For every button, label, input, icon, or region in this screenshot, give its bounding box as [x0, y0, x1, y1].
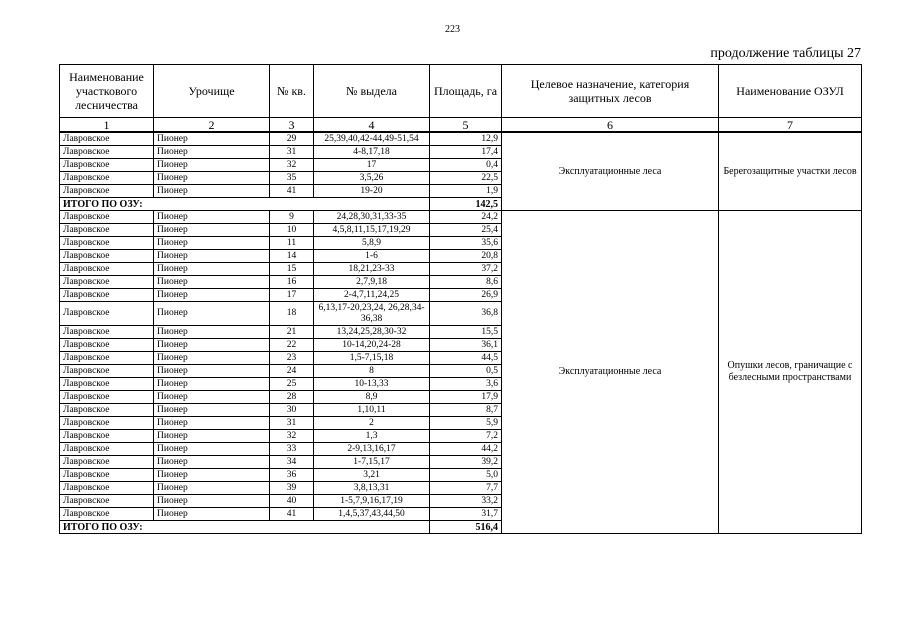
allotment-cell: 1-6 — [314, 250, 430, 263]
forestry-cell: Лавровское — [60, 469, 154, 482]
tract-cell: Пионер — [154, 289, 270, 302]
allotment-cell: 1,4,5,37,43,44,50 — [314, 508, 430, 521]
allotment-cell: 2-9,13,16,17 — [314, 443, 430, 456]
quarter-cell: 34 — [270, 456, 314, 469]
quarter-cell: 35 — [270, 172, 314, 185]
forestry-cell: Лавровское — [60, 132, 154, 146]
quarter-cell: 24 — [270, 365, 314, 378]
forestry-cell: Лавровское — [60, 172, 154, 185]
forestry-cell: Лавровское — [60, 482, 154, 495]
tract-cell: Пионер — [154, 237, 270, 250]
quarter-cell: 17 — [270, 289, 314, 302]
allotment-cell: 24,28,30,31,33-35 — [314, 211, 430, 224]
forestry-cell: Лавровское — [60, 443, 154, 456]
table-row — [60, 211, 862, 224]
tract-cell: Пионер — [154, 326, 270, 339]
area-cell: 36,1 — [430, 339, 502, 352]
area-cell: 7,2 — [430, 430, 502, 443]
page-number: 223 — [445, 24, 460, 35]
quarter-cell: 10 — [270, 224, 314, 237]
tract-cell: Пионер — [154, 302, 270, 326]
quarter-cell: 41 — [270, 508, 314, 521]
quarter-cell: 39 — [270, 482, 314, 495]
allotment-cell: 1,5-7,15,18 — [314, 352, 430, 365]
tract-cell: Пионер — [154, 250, 270, 263]
allotment-cell: 3,8,13,31 — [314, 482, 430, 495]
allotment-cell: 13,24,25,28,30-32 — [314, 326, 430, 339]
area-cell: 37,2 — [430, 263, 502, 276]
area-cell: 17,9 — [430, 391, 502, 404]
forestry-cell: Лавровское — [60, 365, 154, 378]
allotment-cell: 3,5,26 — [314, 172, 430, 185]
allotment-cell: 10-14,20,24-28 — [314, 339, 430, 352]
tract-cell: Пионер — [154, 146, 270, 159]
tract-cell: Пионер — [154, 443, 270, 456]
col-number: 3 — [270, 118, 314, 133]
quarter-cell: 14 — [270, 250, 314, 263]
allotment-cell: 8 — [314, 365, 430, 378]
forestry-cell: Лавровское — [60, 417, 154, 430]
header-quarter: № кв. — [270, 65, 314, 118]
tract-cell: Пионер — [154, 365, 270, 378]
header-tract: Урочище — [154, 65, 270, 118]
area-cell: 35,6 — [430, 237, 502, 250]
forestry-cell: Лавровское — [60, 378, 154, 391]
allotment-cell: 4-8,17,18 — [314, 146, 430, 159]
purpose-cell: Эксплуатационные леса — [502, 132, 719, 211]
area-cell: 0,4 — [430, 159, 502, 172]
table-body — [60, 132, 862, 534]
header-ozul: Наименование ОЗУЛ — [719, 65, 862, 118]
area-cell: 8,6 — [430, 276, 502, 289]
quarter-cell: 29 — [270, 132, 314, 146]
total-value: 516,4 — [430, 521, 502, 534]
tract-cell: Пионер — [154, 263, 270, 276]
quarter-cell: 30 — [270, 404, 314, 417]
quarter-cell: 40 — [270, 495, 314, 508]
tract-cell: Пионер — [154, 132, 270, 146]
forestry-cell: Лавровское — [60, 508, 154, 521]
tract-cell: Пионер — [154, 495, 270, 508]
forestry-cell: Лавровское — [60, 391, 154, 404]
allotment-cell: 5,8,9 — [314, 237, 430, 250]
allotment-cell: 1-5,7,9,16,17,19 — [314, 495, 430, 508]
area-cell: 44,5 — [430, 352, 502, 365]
col-number: 5 — [430, 118, 502, 133]
ozul-cell: Опушки лесов, граничащие с безлесными пространствами — [719, 211, 862, 534]
tract-cell: Пионер — [154, 430, 270, 443]
area-cell: 15,5 — [430, 326, 502, 339]
forestry-cell: Лавровское — [60, 495, 154, 508]
allotment-cell: 2-4,7,11,24,25 — [314, 289, 430, 302]
forestry-cell: Лавровское — [60, 211, 154, 224]
total-label: ИТОГО ПО ОЗУ: — [60, 521, 430, 534]
allotment-cell: 3,21 — [314, 469, 430, 482]
area-cell: 26,9 — [430, 289, 502, 302]
column-number-row — [60, 118, 862, 133]
total-label: ИТОГО ПО ОЗУ: — [60, 198, 430, 211]
quarter-cell: 25 — [270, 378, 314, 391]
forestry-cell: Лавровское — [60, 430, 154, 443]
purpose-cell: Эксплуатационные леса — [502, 211, 719, 534]
tract-cell: Пионер — [154, 456, 270, 469]
allotment-cell: 10-13,33 — [314, 378, 430, 391]
quarter-cell: 31 — [270, 417, 314, 430]
quarter-cell: 33 — [270, 443, 314, 456]
allotment-cell: 1-7,15,17 — [314, 456, 430, 469]
forestry-cell: Лавровское — [60, 352, 154, 365]
forestry-cell: Лавровское — [60, 263, 154, 276]
tract-cell: Пионер — [154, 159, 270, 172]
forestry-cell: Лавровское — [60, 276, 154, 289]
area-cell: 7,7 — [430, 482, 502, 495]
area-cell: 24,2 — [430, 211, 502, 224]
tract-cell: Пионер — [154, 391, 270, 404]
area-cell: 5,9 — [430, 417, 502, 430]
header-purpose: Целевое назначение, категория защитных лесов — [502, 65, 719, 118]
tract-cell: Пионер — [154, 224, 270, 237]
tract-cell: Пионер — [154, 404, 270, 417]
quarter-cell: 41 — [270, 185, 314, 198]
quarter-cell: 18 — [270, 302, 314, 326]
forestry-cell: Лавровское — [60, 224, 154, 237]
allotment-cell: 6,13,17-20,23,24, 26,28,34-36,38 — [314, 302, 430, 326]
quarter-cell: 36 — [270, 469, 314, 482]
area-cell: 8,7 — [430, 404, 502, 417]
quarter-cell: 11 — [270, 237, 314, 250]
quarter-cell: 9 — [270, 211, 314, 224]
quarter-cell: 22 — [270, 339, 314, 352]
quarter-cell: 31 — [270, 146, 314, 159]
quarter-cell: 15 — [270, 263, 314, 276]
area-cell: 33,2 — [430, 495, 502, 508]
allotment-cell: 17 — [314, 159, 430, 172]
forestry-cell: Лавровское — [60, 404, 154, 417]
area-cell: 3,6 — [430, 378, 502, 391]
header-forestry: Наименование участкового лесничества — [60, 65, 154, 118]
forestry-cell: Лавровское — [60, 339, 154, 352]
area-cell: 44,2 — [430, 443, 502, 456]
table-row — [60, 132, 862, 146]
col-number: 2 — [154, 118, 270, 133]
allotment-cell: 1,10,11 — [314, 404, 430, 417]
tract-cell: Пионер — [154, 211, 270, 224]
quarter-cell: 16 — [270, 276, 314, 289]
area-cell: 25,4 — [430, 224, 502, 237]
forestry-cell: Лавровское — [60, 159, 154, 172]
area-cell: 17,4 — [430, 146, 502, 159]
header-row — [60, 65, 862, 118]
forestry-cell: Лавровское — [60, 146, 154, 159]
allotment-cell: 25,39,40,42-44,49-51,54 — [314, 132, 430, 146]
quarter-cell: 32 — [270, 159, 314, 172]
allotment-cell: 4,5,8,11,15,17,19,29 — [314, 224, 430, 237]
quarter-cell: 21 — [270, 326, 314, 339]
ozul-cell: Берегозащитные участки лесов — [719, 132, 862, 211]
area-cell: 36,8 — [430, 302, 502, 326]
col-number: 1 — [60, 118, 154, 133]
tract-cell: Пионер — [154, 185, 270, 198]
forestry-cell: Лавровское — [60, 302, 154, 326]
area-cell: 0,5 — [430, 365, 502, 378]
quarter-cell: 28 — [270, 391, 314, 404]
allotment-cell: 19-20 — [314, 185, 430, 198]
forestry-cell: Лавровское — [60, 250, 154, 263]
area-cell: 31,7 — [430, 508, 502, 521]
area-cell: 1,9 — [430, 185, 502, 198]
forestry-cell: Лавровское — [60, 289, 154, 302]
header-allotment: № выдела — [314, 65, 430, 118]
forestry-cell: Лавровское — [60, 185, 154, 198]
forest-table — [59, 64, 862, 534]
col-number: 4 — [314, 118, 430, 133]
forestry-cell: Лавровское — [60, 456, 154, 469]
area-cell: 20,8 — [430, 250, 502, 263]
allotment-cell: 1,3 — [314, 430, 430, 443]
tract-cell: Пионер — [154, 482, 270, 495]
quarter-cell: 23 — [270, 352, 314, 365]
tract-cell: Пионер — [154, 352, 270, 365]
allotment-cell: 2,7,9,18 — [314, 276, 430, 289]
quarter-cell: 32 — [270, 430, 314, 443]
forestry-cell: Лавровское — [60, 237, 154, 250]
tract-cell: Пионер — [154, 417, 270, 430]
allotment-cell: 8,9 — [314, 391, 430, 404]
forestry-cell: Лавровское — [60, 326, 154, 339]
col-number: 7 — [719, 118, 862, 133]
tract-cell: Пионер — [154, 469, 270, 482]
col-number: 6 — [502, 118, 719, 133]
area-cell: 5,0 — [430, 469, 502, 482]
area-cell: 22,5 — [430, 172, 502, 185]
header-area: Площадь, га — [430, 65, 502, 118]
tract-cell: Пионер — [154, 508, 270, 521]
tract-cell: Пионер — [154, 378, 270, 391]
allotment-cell: 18,21,23-33 — [314, 263, 430, 276]
total-value: 142,5 — [430, 198, 502, 211]
tract-cell: Пионер — [154, 172, 270, 185]
area-cell: 39,2 — [430, 456, 502, 469]
area-cell: 12,9 — [430, 132, 502, 146]
tract-cell: Пионер — [154, 339, 270, 352]
table-continuation-label: продолжение таблицы 27 — [710, 46, 861, 61]
allotment-cell: 2 — [314, 417, 430, 430]
tract-cell: Пионер — [154, 276, 270, 289]
